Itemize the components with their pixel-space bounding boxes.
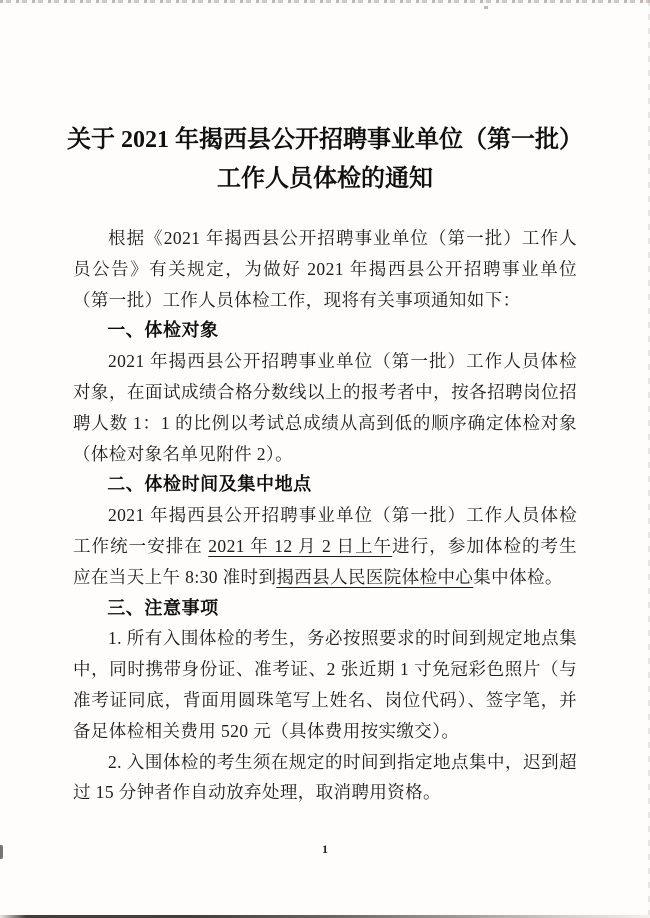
document-body bbox=[73, 223, 577, 808]
intro-paragraph: 根据《2021 年揭西县公开招聘事业单位（第一批）工作人员公告》有关规定，为做好 2021 年揭西县公开招聘事业单位（第一批）工作人员体检工作，现将有关事项通知如下： bbox=[73, 228, 577, 310]
section-1-heading: 一、体检对象 bbox=[107, 320, 219, 341]
exam-location-underlined-text: 揭西县人民医院体检中心 bbox=[276, 566, 474, 587]
section-2-paragraph bbox=[73, 500, 577, 592]
exam-date-underlined-text: 2021 年 12 月 2 日上午 bbox=[208, 535, 393, 556]
section-2-text-segment: 2021 年揭西县公开招聘事业单位（第一批）工作人员体检工作统一安排在 bbox=[73, 505, 577, 556]
page-number: 1 bbox=[322, 842, 328, 856]
scan-artifact-top-edge bbox=[0, 0, 650, 3]
section-3-item-1: 1. 所有入围体检的考生，务必按照要求的时间到规定地点集中，同时携带身份证、准考证、2 张近期 1 寸免冠彩色照片（与准考证同底，背面用圆珠笔写上姓名、岗位代码）、签字笔，并备足体检相关费用 520 元（具体费用按实缴交）。 bbox=[73, 628, 577, 741]
document-title bbox=[0, 0, 650, 199]
title-line-2: 工作人员体检的通知 bbox=[217, 166, 433, 192]
section-2-heading: 二、体检时间及集中地点 bbox=[107, 474, 312, 495]
section-1-paragraph: 2021 年揭西县公开招聘事业单位（第一批）工作人员体检对象，在面试成绩合格分数线以上的报考者中，按各招聘岗位招聘人数 1：1 的比例以考试总成绩从高到低的顺序确定体检对象（体检对象名单见附件 2）。 bbox=[73, 351, 577, 464]
title-line-1: 关于 2021 年揭西县公开招聘事业单位（第一批） bbox=[67, 127, 583, 153]
section-3-heading: 三、注意事项 bbox=[107, 597, 219, 618]
section-3-item-2: 2. 入围体检的考生须在规定的时间到指定地点集中，迟到超过 15 分钟者作自动放弃处理，取消聘用资格。 bbox=[73, 751, 577, 803]
scan-artifact-speck bbox=[484, 6, 488, 9]
section-2-text-segment: 进行，参加体检的考生应在当天上午 8:30 准时到 bbox=[73, 535, 577, 587]
section-2-text-segment: 集中体检。 bbox=[473, 566, 563, 587]
